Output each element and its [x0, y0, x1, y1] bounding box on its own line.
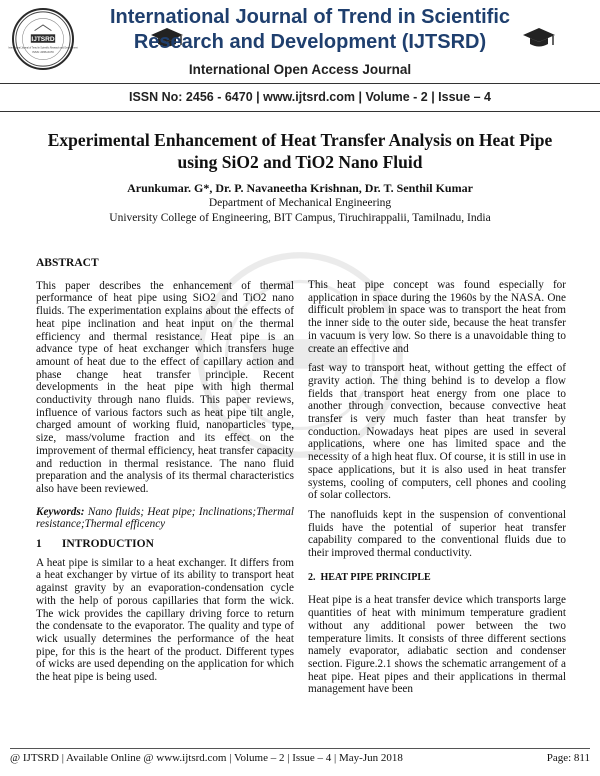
- introduction-heading: [36, 538, 294, 551]
- university: University College of Engineering, BIT Campus, Tiruchirappalii, Tamilnadu, India: [109, 212, 491, 224]
- section-title: HEAT PIPE PRINCIPLE: [320, 571, 431, 583]
- journal-name-line2: Research and Development (IJTSRD): [133, 31, 487, 53]
- page-footer: [10, 752, 590, 764]
- section-number: 1: [36, 538, 42, 551]
- paper-title-line2: using SiO2 and TiO2 Nano Fluid: [177, 152, 423, 172]
- logo-text: IJTSRD: [31, 35, 55, 43]
- header-divider: [0, 83, 600, 84]
- introduction-text: A heat pipe is similar to a heat exchanger. It differs from a heat exchanger by virtue of its ability to transport heat against gravity by an evaporation-condensation cycle with the help of porous capillaries that form the wick. The wick provides the capillary driving force to return the condensate to the evaporator. The quality and type of wick usually determines the performance of the heat pipe, for this is the heart of the product. Different types of wicks are used depending on the application for which the heat pipe is being used.: [36, 556, 294, 684]
- section-2-heading: [308, 572, 566, 585]
- page-number: Page: 811: [546, 752, 590, 764]
- header-divider: [0, 111, 600, 112]
- abstract-heading: ABSTRACT: [36, 257, 99, 269]
- journal-logo: [8, 8, 78, 70]
- abstract-text: This paper describes the enhancement of thermal performance of heat pipe using SiO2 and TiO2 nano fluids. The experimentation explains about the effects of heat pipe inclination and heat input on the thermal efficiency and thermal resistance. Heat pipe is an advance type of heat exchanger which transfers huge amount of heat due to the effect of capillary action and phase change heat transfer principle. Recent developments in the heat pipe with high thermal conductivity through nano fluids. This paper reviews, influence of various factors such as heat pipe tilt angle, charged amount of working fluid, nanoparticles type, size, mass/volume fraction and its effect on the improvement of thermal efficiency, heat transfer capacity and reduction in thermal resistance. The nano fluid preparation and the analysis of its thermal characteristics also have been reviewed.: [36, 279, 294, 495]
- footer-left: @ IJTSRD | Available Online @ www.ijtsrd.com | Volume – 2 | Issue – 4 | May-Jun 2018: [10, 752, 403, 764]
- footer-divider: [10, 748, 590, 749]
- right-paragraph-2: fast way to transport heat, without getting the effect of gravity action. The thing behind is to develop a flow fields that transport heat energy from one place to another through convection, because convective heat transfer is very much faster than heat transfer by conduction. Nowadays heat pipes are used in several applications, where one has limited space and the necessity of a high heat flux. Of course, it is still in use in space applications, but it is also used in heat transfer systems, cooling of computers, cell phones and cooling of solar collectors.: [308, 362, 566, 502]
- section-number: 2.: [308, 571, 316, 583]
- open-access-banner: International Open Access Journal: [188, 62, 412, 77]
- issn-line: ISSN No: 2456 - 6470 | www.ijtsrd.com | Volume - 2 | Issue – 4: [128, 90, 491, 104]
- department: Department of Mechanical Engineering: [208, 197, 392, 209]
- right-paragraph-3: The nanofluids kept in the suspension of conventional fluids have the potential of superior heat transfer capability compared to the conventional fluids due to their improved thermal conductivity.: [308, 508, 566, 560]
- keywords-label: Keywords:: [36, 505, 85, 518]
- right-column: [308, 279, 566, 703]
- keywords: [36, 506, 294, 531]
- keywords-text: Nano fluids; Heat pipe; Inclinations;Thermal resistance;Thermal efficency: [36, 505, 294, 531]
- journal-name-line1: International Journal of Trend in Scientific: [109, 6, 511, 28]
- paper-title-line1: Experimental Enhancement of Heat Transfer Analysis on Heat Pipe: [47, 130, 553, 150]
- right-paragraph-1: This heat pipe concept was found especially for application in space during the 1960s by the NASA. One difficult problem in space was to transport the heat from the inner side to the outer side, because the heat transfer in vacuum is very low. So there is a unavoidable thing to create an effective and: [308, 279, 566, 355]
- logo-small-text: International Journal of Trend in Scientific Research and Development: [8, 47, 78, 50]
- graduation-cap-icon: [522, 26, 556, 50]
- left-column: [36, 257, 294, 691]
- right-paragraph-4: Heat pipe is a heat transfer device which transports large quantities of heat with minimum temperature gradient without any additional power between the two temperature limits. It consists of three different sections namely evaporator, adiabatic section and condenser section. Figure.2.1 shows the schematic arrangement of a heat pipe. Heat pipes and their applications in thermal management have been: [308, 594, 566, 696]
- logo-issn-text: ISSN: 2456-6470: [32, 50, 54, 55]
- section-title: INTRODUCTION: [61, 538, 154, 551]
- paper-title: [30, 129, 570, 173]
- paper-authors: Arunkumar. G*, Dr. P. Navaneetha Krishnan, Dr. T. Senthil Kumar: [127, 181, 473, 195]
